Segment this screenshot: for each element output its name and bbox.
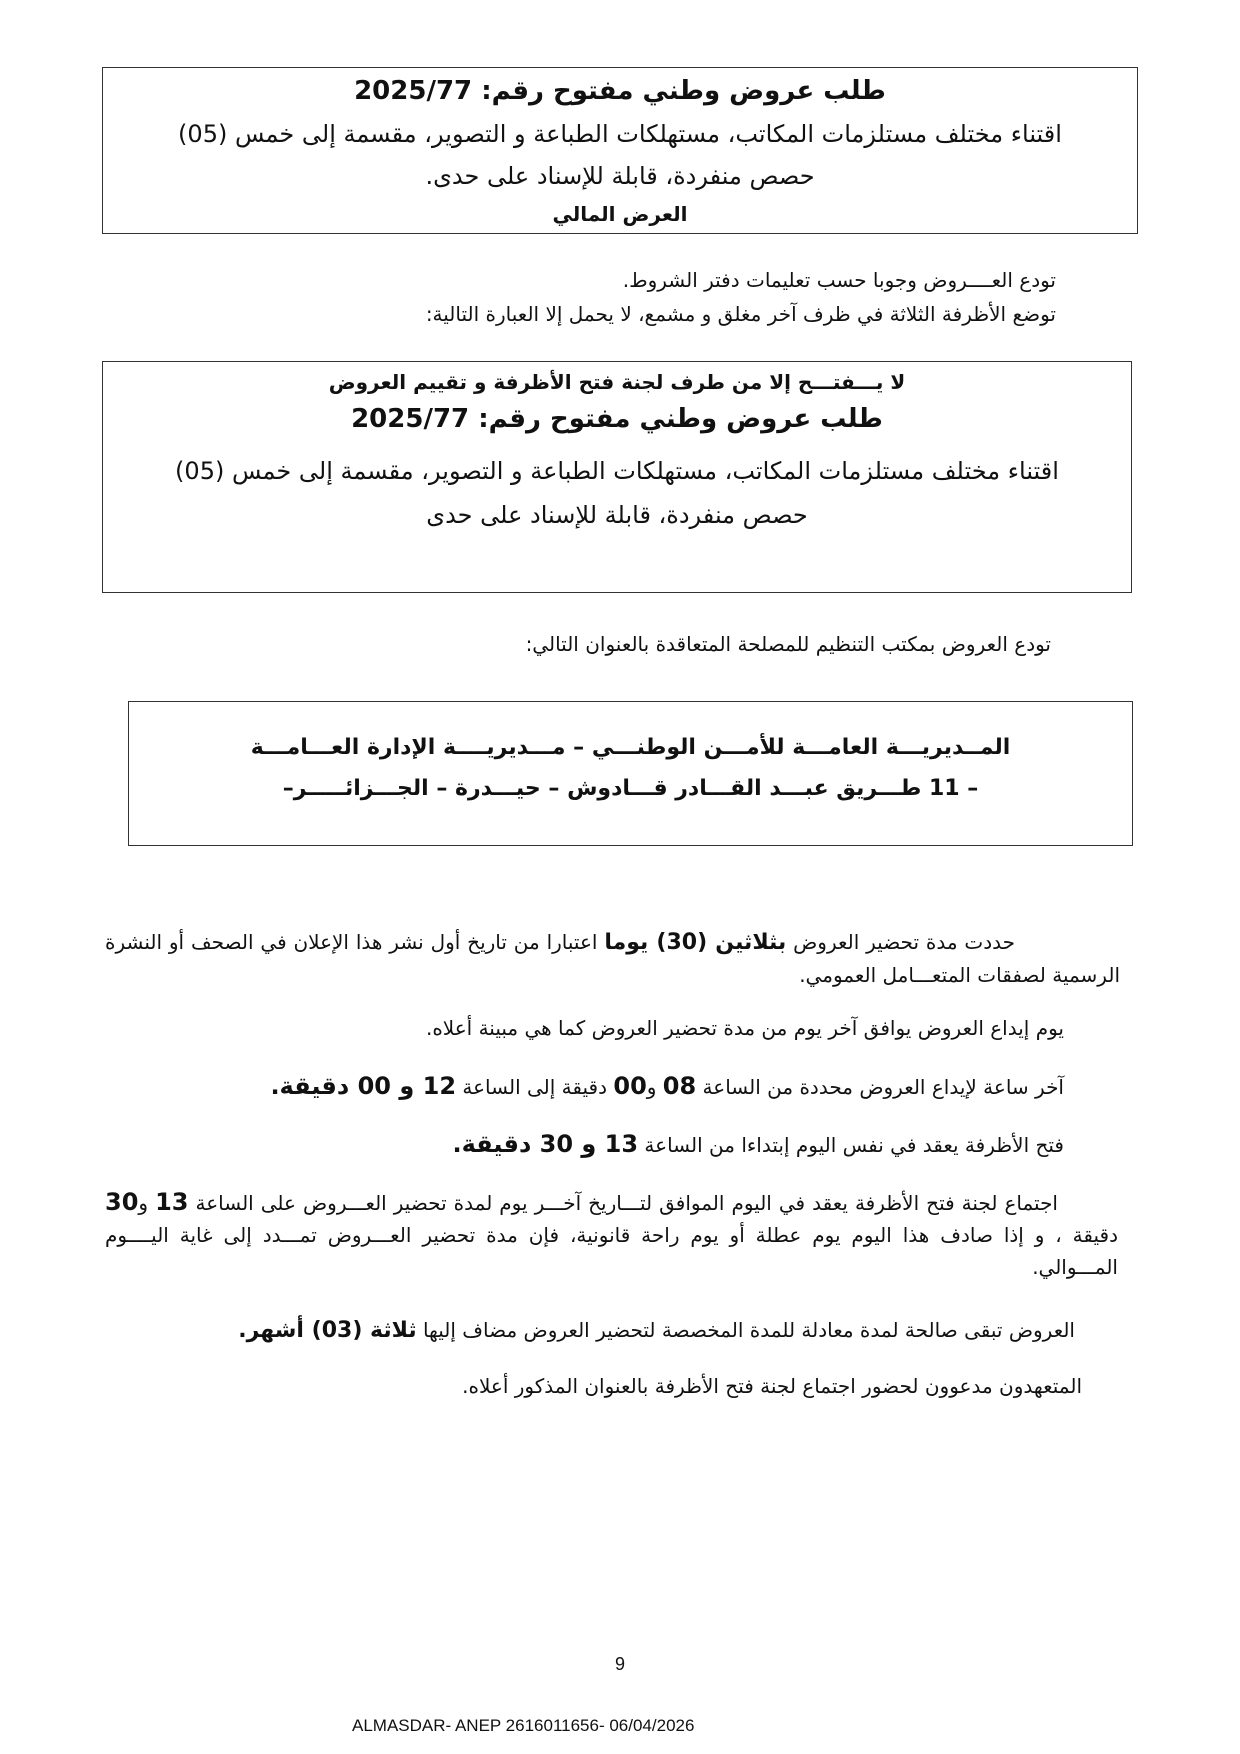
p6-text-a: العروض تبقى صالحة لمدة معادلة للمدة المخصصة لتحضير العروض مضاف إليها [416, 1318, 1075, 1342]
instruction-line1: تودع العــــروض وجوبا حسب تعليمات دفتر الشروط. [622, 268, 1056, 292]
p4-text-a: فتح الأظرفة يعقد في نفس اليوم إبتداءا من الساعة [638, 1133, 1064, 1157]
offer-type-label: العرض المالي [552, 202, 688, 226]
p5-hour: 13 [155, 1188, 189, 1216]
instruction-line2: توضع الأظرفة الثلاثة في ظرف آخر مغلق و مشمع، لا يحمل إلا العبارة التالية: [425, 302, 1056, 326]
opening-warning: لا يـــفتـــح إلا من طرف لجنة فتح الأظرفة و تقييم العروض [328, 370, 906, 394]
validity-paragraph [238, 1318, 1075, 1343]
p1-text-a: حددت مدة تحضير العروض [786, 930, 1015, 954]
envelope-tender-title: طلب عروض وطني مفتوح رقم: 2025/77 [351, 404, 883, 434]
p5-text-c: و [138, 1191, 156, 1215]
tender-description-line1: اقتناء مختلف مستلزمات المكاتب، مستهلكات الطباعة و التصوير، مقسمة إلى خمس (05) [178, 120, 1062, 148]
tender-description-line2: حصص منفردة، قابلة للإسناد على حدى. [425, 162, 815, 190]
p3-text-e: دقيقة إلى الساعة [456, 1075, 614, 1099]
p5-minute: 30 [105, 1188, 139, 1216]
preparation-period-paragraph [105, 926, 1120, 991]
p4-time: 13 و 30 دقيقة. [452, 1130, 639, 1158]
p3-time-end: 12 و 00 دقيقة. [270, 1072, 457, 1100]
address-box [128, 701, 1133, 846]
opening-time-paragraph [452, 1130, 1064, 1158]
committee-meeting-paragraph [105, 1186, 1118, 1283]
p6-validity-duration: ثلاثة (03) أشهر. [238, 1318, 417, 1343]
address-line1: المــديريـــة العامـــة للأمـــن الوطنـــي – مـــديريــــة الإدارة العـــامـــة [250, 735, 1011, 760]
deposit-day-paragraph: يوم إيداع العروض يوافق آخر يوم من مدة تحضير العروض كما هي مبينة أعلاه. [425, 1016, 1064, 1040]
publication-footer: ALMASDAR- ANEP 2616011656- 06/04/2026 [352, 1716, 695, 1735]
envelope-description-line2: حصص منفردة، قابلة للإسناد على حدى [426, 501, 808, 529]
p3-text-a: آخر ساعة لإيداع العروض محددة من الساعة [696, 1075, 1064, 1099]
page-number: 9 [614, 1654, 625, 1674]
p3-hour-start: 08 [662, 1072, 697, 1100]
envelope-description-line1: اقتناء مختلف مستلزمات المكاتب، مستهلكات الطباعة و التصوير، مقسمة إلى خمس (05) [175, 457, 1059, 485]
tender-header-box [102, 67, 1138, 234]
p3-text-c: و [646, 1075, 663, 1099]
p5-text-a: اجتماع لجنة فتح الأظرفة يعقد في اليوم الموافق لتـــاريخ آخـــر يوم لمدة تحضير العـــروض على الساعة [188, 1191, 1058, 1215]
p1-duration: بثلاثين (30) يوما [604, 930, 787, 955]
tender-title: طلب عروض وطني مفتوح رقم: 2025/77 [354, 76, 886, 106]
p5-text-e: دقيقة ، و إذا صادف هذا اليوم يوم عطلة أو يوم راحة قانونية، فإن مدة تحضير العـــروض تمـــدد إلى غاية اليــــوم المـــوالي. [105, 1223, 1118, 1279]
attendance-invitation-paragraph: المتعهدون مدعوون لحضور اجتماع لجنة فتح الأظرفة بالعنوان المذكور أعلاه. [462, 1374, 1082, 1398]
envelope-label-box [102, 361, 1132, 593]
address-line2: – 11 طـــريق عبـــد القـــادر قـــادوش – حيـــدرة – الجـــزائـــــر– [282, 776, 979, 801]
address-intro: تودع العروض بمكتب التنظيم للمصلحة المتعاقدة بالعنوان التالي: [525, 632, 1051, 656]
deposit-hours-paragraph [270, 1072, 1064, 1100]
p3-minute-start: 00 [613, 1072, 647, 1100]
p1-text-c: اعتبارا من تاريخ أول نشر هذا الإعلان في الصحف أو النشرة الرسمية لصفقات المتعـــامل العمومي. [105, 930, 1120, 987]
